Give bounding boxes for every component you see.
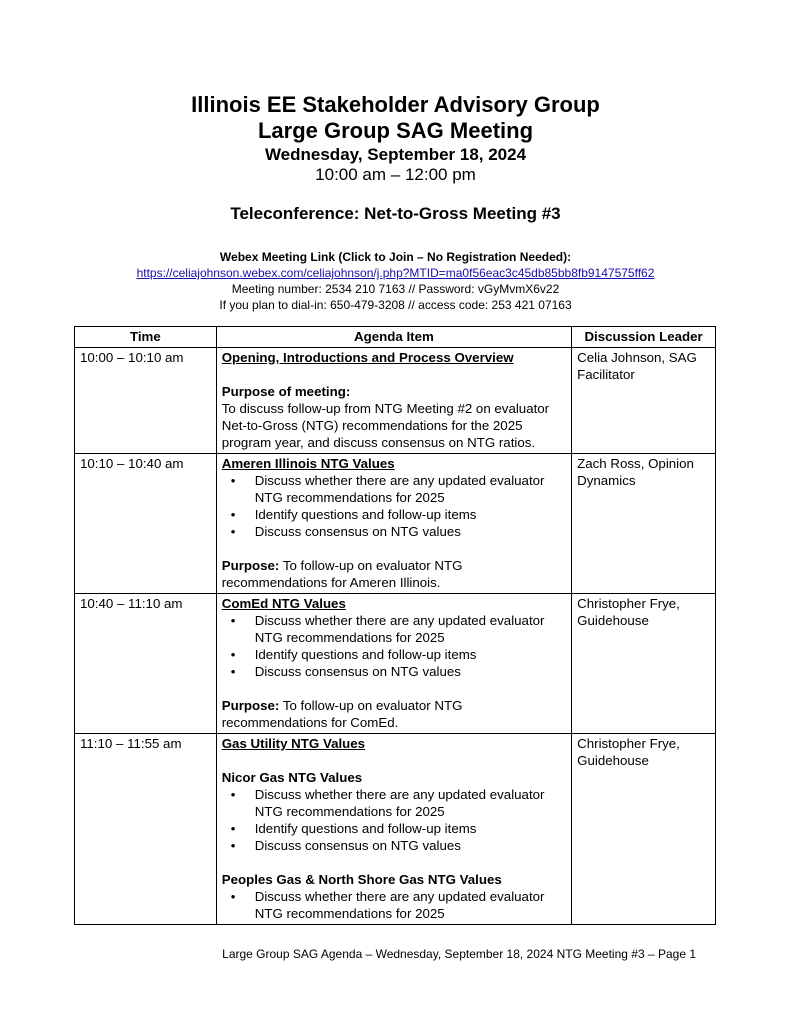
document-header: [0, 92, 791, 224]
subsection-title: Nicor Gas NTG Values: [221, 770, 363, 785]
teleconference-title: Teleconference: Net-to-Gross Meeting #3: [230, 204, 561, 223]
purpose-paragraph: [222, 557, 566, 591]
column-header-discussion-leader: Discussion Leader: [572, 327, 716, 348]
list-item: • Discuss consensus on NTG values: [255, 837, 566, 854]
table-row: [75, 734, 716, 925]
list-item: • Discuss whether there are any updated evaluator NTG recommendations for 2025: [255, 888, 566, 922]
document-title-line-2: Large Group SAG Meeting: [257, 118, 534, 143]
table-header-row: [75, 327, 716, 348]
bullet-list: [222, 888, 566, 922]
purpose-text: To discuss follow-up from NTG Meeting #2 on evaluator Net-to-Gross (NTG) recommendations for the 2025 program year, and discuss consensus on NTG ratios.: [221, 401, 550, 450]
row-discussion-leader: Christopher Frye, Guidehouse: [572, 594, 716, 734]
webex-link-label: Webex Meeting Link (Click to Join – No Registration Needed):: [219, 250, 572, 264]
dial-in-info: If you plan to dial-in: 650-479-3208 // access code: 253 421 07163: [219, 298, 572, 312]
list-item: • Discuss consensus on NTG values: [255, 523, 566, 540]
list-item: • Identify questions and follow-up items: [255, 506, 566, 523]
row-discussion-leader: Zach Ross, Opinion Dynamics: [572, 454, 716, 594]
column-header-agenda-item: Agenda Item: [216, 327, 571, 348]
row-agenda-item: [216, 454, 571, 594]
list-item: • Discuss whether there are any updated evaluator NTG recommendations for 2025: [255, 472, 566, 506]
row-discussion-leader: Christopher Frye, Guidehouse: [572, 734, 716, 925]
row-agenda-item: [216, 594, 571, 734]
table-row: [75, 348, 716, 454]
row-time: 10:10 – 10:40 am: [75, 454, 217, 594]
webex-meeting-link[interactable]: https://celiajohnson.webex.com/celiajohnson/j.php?MTID=ma0f56eac3c45db85bb8fb9147575ff62: [136, 266, 655, 280]
page-footer: Large Group SAG Agenda – Wednesday, September 18, 2024 NTG Meeting #3 – Page 1: [222, 947, 696, 961]
agenda-item-title: Ameren Illinois NTG Values: [221, 456, 395, 471]
purpose-label: Purpose:: [221, 558, 280, 573]
purpose-label: Purpose:: [221, 698, 280, 713]
purpose-text: To follow-up on evaluator NTG recommendations for Ameren Illinois.: [221, 558, 463, 590]
row-agenda-item: [216, 734, 571, 925]
meeting-number-password: Meeting number: 2534 210 7163 // Password: vGyMvmX6v22: [231, 282, 560, 296]
table-row: [75, 454, 716, 594]
bullet-list: [222, 786, 566, 854]
row-discussion-leader: Celia Johnson, SAG Facilitator: [572, 348, 716, 454]
agenda-item-title: Gas Utility NTG Values: [221, 736, 366, 751]
table-row: [75, 594, 716, 734]
webex-info: [0, 249, 791, 313]
agenda-item-title: Opening, Introductions and Process Overview: [221, 350, 514, 365]
row-agenda-item: [216, 348, 571, 454]
subsection-title: Peoples Gas & North Shore Gas NTG Values: [221, 872, 502, 887]
list-item: • Discuss whether there are any updated evaluator NTG recommendations for 2025: [255, 612, 566, 646]
purpose-label: Purpose of meeting:: [221, 384, 351, 399]
meeting-date: Wednesday, September 18, 2024: [264, 145, 527, 164]
agenda-item-title: ComEd NTG Values: [221, 596, 346, 611]
list-item: • Identify questions and follow-up items: [255, 820, 566, 837]
row-time: 10:40 – 11:10 am: [75, 594, 217, 734]
meeting-time: 10:00 am – 12:00 pm: [315, 165, 476, 184]
list-item: • Discuss consensus on NTG values: [255, 663, 566, 680]
list-item: • Identify questions and follow-up items: [255, 646, 566, 663]
purpose-text: To follow-up on evaluator NTG recommendations for ComEd.: [221, 698, 463, 730]
document-title-line-1: Illinois EE Stakeholder Advisory Group: [191, 92, 600, 117]
row-time: 11:10 – 11:55 am: [75, 734, 217, 925]
purpose-paragraph: [222, 697, 566, 731]
list-item: • Discuss whether there are any updated evaluator NTG recommendations for 2025: [255, 786, 566, 820]
bullet-list: [222, 612, 566, 680]
bullet-list: [222, 472, 566, 540]
agenda-table: [74, 326, 716, 925]
row-time: 10:00 – 10:10 am: [75, 348, 217, 454]
column-header-time: Time: [75, 327, 217, 348]
